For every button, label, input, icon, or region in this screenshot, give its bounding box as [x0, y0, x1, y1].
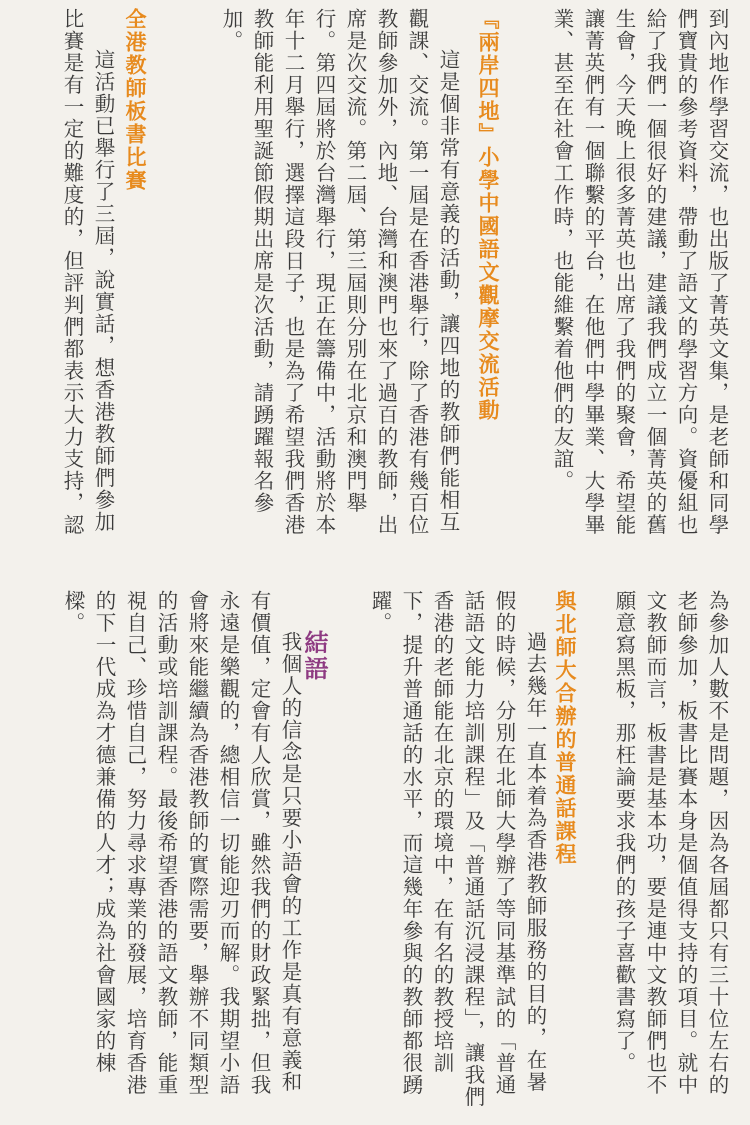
body-paragraph: 這活動已舉行了三屆，說實話，想香港教師們參加比賽是有一定的難度的，但評判們都表示大力支持，認	[60, 8, 115, 536]
body-paragraph: 到內地作學習交流，也出版了菁英文集，是老師和同學們寶貴的參考資料，帶動了語文的學習方向。資優組也給了我們一個很好的建議，建議我們成立一個菁英的舊生會，今天晚上很多菁英也出席了我們的聚會，希望能讓菁英們有一個聯繫的平台，在他們中學畢業、大學畢業、甚至在社會工作時，也能維繫着他們的友誼。	[550, 8, 729, 536]
section-body-board-writing	[18, 8, 118, 548]
body-paragraph: 為參加人數不是問題，因為各屆都只有三十位左右的老師參加，板書比賽本身是個值得支持的項目。就中文教師而言，板書是基本功，要是連中文教師們也不願意寫黑板，那枉論要求我們的孩子喜歡書寫了。	[612, 590, 729, 1096]
body-paragraph: 我個人的信念是只要小語會的工作是真有意義和有價值，定會有人欣賞，雖然我們的財政緊拙，但我永遠是樂觀的，總相信一切能迎刃而解。我期望小語會將來能繼續為香港教師的實際需要，舉辦不同類型的活動或培訓課程。最後希望香港的語文教師，能重視自己、珍惜自己，努力尋求專業的發展，培育香港的下一代成為才德兼備的人才；成為社會國家的棟樑。	[61, 590, 302, 1096]
section-heading-conclusion: 結語	[300, 630, 328, 682]
section-body-conclusion	[5, 590, 305, 1110]
body-paragraph: 這是個非常有意義的活動，讓四地的教師們能相互觀課、交流。第一屆是在香港舉行，除了香港有幾百位教師參加外，內地、台灣和澳門也來了過百的教師，出席是次交流。第二屆、第三屆則分別在北京和澳門舉行。第四屆將於台灣舉行，現正在籌備中，活動將於本年十二月舉行，選擇這段日子，也是為了希望我們香港教師能利用聖誕節假期出席是次活動，請踴躍報名參加。	[219, 8, 460, 536]
section-body-cross-strait	[193, 8, 463, 548]
section-body-putonghua	[370, 590, 550, 1110]
body-paragraph: 過去幾年一直本着為香港教師服務的目的，在暑假的時候，分別在北師大學辦了等同基準試的「普通話語文能力培訓課程」及「普通話沉浸課程」，讓我們香港的老師能在北京的環境中，在有名的教授培訓下，提升普通話的水平，而這幾年參與的教師都很踴躍。	[368, 590, 547, 1108]
continued-paragraph-top	[497, 8, 732, 548]
section-heading-board-writing: 全港教師板書比賽	[123, 8, 147, 192]
section-heading-putonghua: 與北師大合辦的普通話課程	[553, 590, 577, 866]
section-heading-cross-strait: 『兩岸四地』小學中國語文觀摩交流活動	[476, 8, 500, 422]
continued-paragraph-bottom	[592, 590, 732, 1110]
